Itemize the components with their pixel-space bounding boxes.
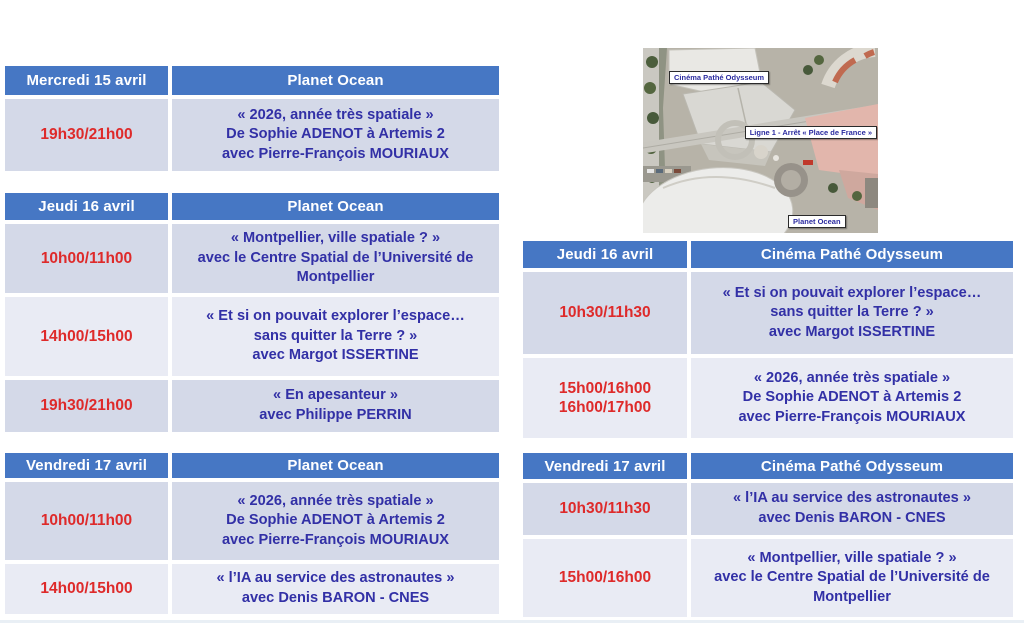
event-cell (691, 483, 1013, 535)
event-line: « Et si on pouvait explorer l’espace… (206, 308, 465, 325)
time-line: 10h30/11h30 (559, 304, 651, 322)
event-line: « 2026, année très spatiale » (753, 369, 951, 386)
event-line: « l’IA au service des astronautes » (733, 490, 971, 507)
date-header: Jeudi 16 avril (5, 193, 168, 220)
table-mercredi-15-planet-ocean (5, 66, 499, 171)
time-cell (5, 99, 168, 171)
event-line: « 2026, année très spatiale » (237, 106, 434, 123)
event-line: « Montpellier, ville spatiale ? » (230, 230, 441, 247)
time-line: 19h30/21h00 (40, 397, 133, 415)
time-cell (523, 483, 687, 535)
event-line: avec le Centre Spatial de l’Université de (197, 249, 474, 266)
event-line: De Sophie ADENOT à Artemis 2 (742, 389, 962, 406)
time-cell (5, 380, 168, 432)
event-line: « Et si on pouvait explorer l’espace… (722, 284, 982, 301)
time-line: 15h00/16h00 (558, 569, 652, 587)
event-cell (691, 539, 1013, 617)
venue-header: Planet Ocean (172, 66, 499, 95)
map-label-tram-stop: Ligne 1 - Arrêt « Place de France » (745, 126, 877, 139)
event-line: avec Pierre-François MOURIAUX (738, 408, 966, 425)
map-label-cinema: Cinéma Pathé Odysseum (669, 71, 769, 84)
event-line: avec Margot ISSERTINE (768, 323, 936, 340)
date-header: Mercredi 15 avril (5, 66, 168, 95)
event-cell (172, 224, 499, 293)
time-cell (523, 272, 687, 354)
event-line: avec Philippe PERRIN (259, 407, 412, 423)
event-cell (172, 297, 499, 376)
event-line: « l’IA au service des astronautes » (216, 570, 455, 587)
time-line: 14h00/15h00 (40, 327, 133, 345)
table-vendredi-17-pathe-odysseum (523, 453, 1013, 617)
time-cell (523, 539, 687, 617)
bottom-divider (0, 620, 1024, 623)
time-cell (523, 358, 687, 438)
event-line: « 2026, année très spatiale » (237, 492, 434, 509)
time-cell (5, 564, 168, 614)
time-line: 10h00/11h00 (40, 249, 133, 267)
time-line: 15h00/16h00 (558, 379, 652, 397)
map-label-planet-ocean: Planet Ocean (788, 215, 846, 228)
event-line: avec le Centre Spatial de l’Université de (714, 569, 990, 586)
event-cell (172, 564, 499, 614)
event-line: Montpellier (296, 269, 375, 286)
time-line: 14h00/15h00 (40, 580, 133, 598)
event-line: « En apesanteur » (273, 387, 398, 404)
date-header: Vendredi 17 avril (523, 453, 687, 479)
time-cell (5, 482, 168, 560)
time-line: 19h30/21h00 (40, 126, 133, 144)
event-line: avec Pierre-François MOURIAUX (221, 145, 450, 162)
venue-header: Cinéma Pathé Odysseum (691, 241, 1013, 268)
event-cell (172, 482, 499, 560)
event-line: avec Denis BARON - CNES (758, 510, 946, 526)
event-line: avec Denis BARON - CNES (241, 590, 430, 606)
event-line: Montpellier (813, 588, 891, 605)
event-line: avec Margot ISSERTINE (252, 347, 419, 364)
table-vendredi-17-planet-ocean (5, 453, 499, 614)
venue-header: Cinéma Pathé Odysseum (691, 453, 1013, 479)
time-cell (5, 224, 168, 293)
time-line: 16h00/17h00 (558, 399, 652, 416)
date-header: Vendredi 17 avril (5, 453, 168, 478)
event-line: sans quitter la Terre ? » (770, 304, 934, 321)
time-cell (5, 297, 168, 376)
event-cell (172, 99, 499, 171)
event-line: avec Pierre-François MOURIAUX (221, 531, 450, 548)
event-line: sans quitter la Terre ? » (253, 327, 418, 344)
time-line: 10h30/11h30 (559, 500, 651, 518)
date-header: Jeudi 16 avril (523, 241, 687, 268)
event-line: « Montpellier, ville spatiale ? » (747, 549, 957, 566)
event-cell (172, 380, 499, 432)
event-cell (691, 358, 1013, 438)
event-cell (691, 272, 1013, 354)
venue-header: Planet Ocean (172, 193, 499, 220)
event-line: De Sophie ADENOT à Artemis 2 (226, 126, 445, 143)
satellite-map (643, 48, 878, 233)
table-jeudi-16-planet-ocean (5, 193, 499, 432)
time-line: 10h00/11h00 (40, 512, 133, 530)
event-line: De Sophie ADENOT à Artemis 2 (226, 512, 445, 529)
venue-header: Planet Ocean (172, 453, 499, 478)
table-jeudi-16-pathe-odysseum (523, 241, 1013, 438)
